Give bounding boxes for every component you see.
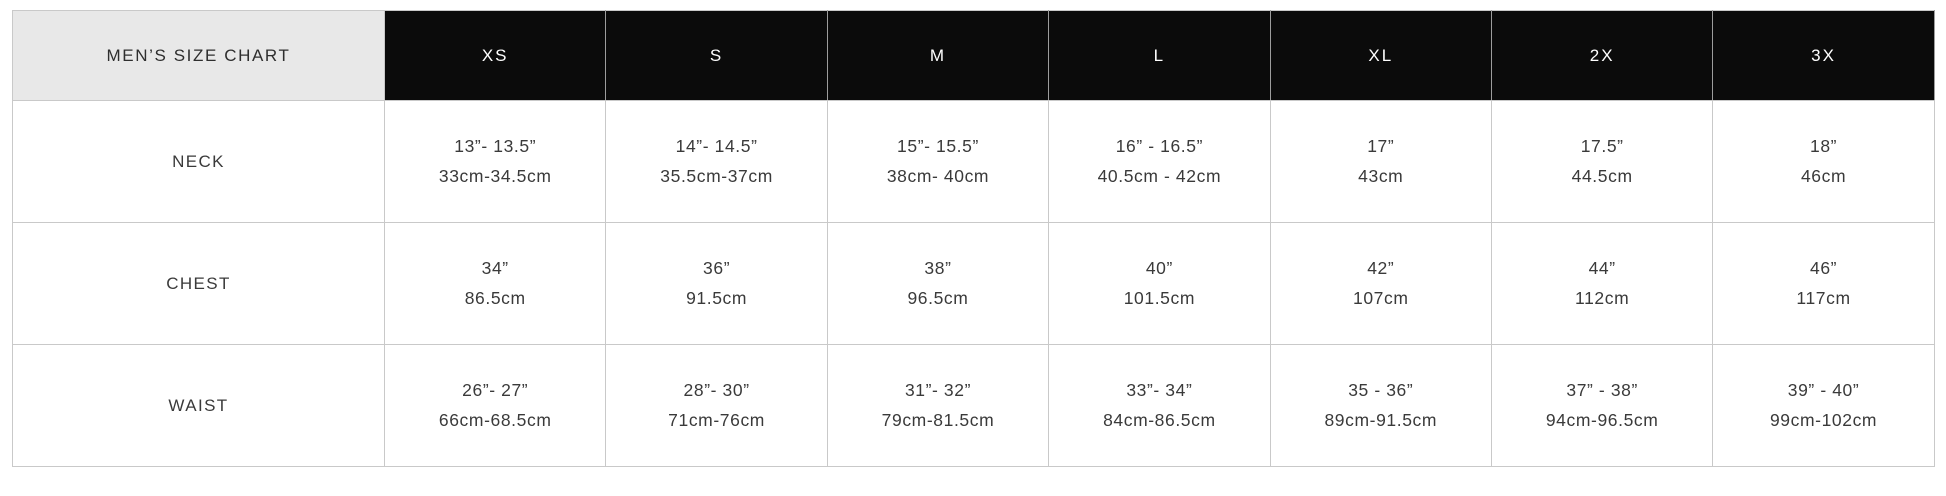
cell-neck-xl (1270, 101, 1491, 223)
inches-value: 34” (481, 258, 509, 278)
inches-value: 17” (1367, 136, 1395, 156)
header-row (13, 11, 1935, 101)
table-row-neck (13, 101, 1935, 223)
cm-value: 33cm-34.5cm (438, 166, 552, 186)
cell-chest-l (1049, 223, 1270, 345)
inches-value: 33”- 34” (1126, 380, 1193, 400)
cm-value: 91.5cm (686, 288, 748, 308)
inches-value: 15”- 15.5” (897, 136, 979, 156)
cm-value: 66cm-68.5cm (438, 410, 552, 430)
cell-chest-s (606, 223, 827, 345)
cell-chest-m (827, 223, 1048, 345)
cm-value: 79cm-81.5cm (881, 410, 995, 430)
cm-value: 112cm (1575, 288, 1630, 308)
cm-value: 107cm (1352, 288, 1409, 308)
cm-value: 117cm (1796, 288, 1851, 308)
cm-value: 94cm-96.5cm (1545, 410, 1659, 430)
inches-value: 46” (1809, 258, 1838, 278)
inches-value: 42” (1367, 258, 1395, 278)
inches-value: 18” (1809, 136, 1838, 156)
chart-title: MEN’S SIZE CHART (13, 11, 385, 101)
size-header-m: M (827, 11, 1048, 101)
inches-value: 31”- 32” (904, 380, 972, 400)
cell-neck-l (1049, 101, 1270, 223)
inches-value: 28”- 30” (683, 380, 750, 400)
cell-neck-m (827, 101, 1048, 223)
inches-value: 14”- 14.5” (675, 136, 758, 156)
size-header-2x: 2X (1491, 11, 1712, 101)
row-label-neck: NECK (13, 101, 385, 223)
inches-value: 13”- 13.5” (454, 136, 537, 156)
cm-value: 86.5cm (464, 288, 526, 308)
inches-value: 36” (703, 258, 731, 278)
cm-value: 43cm (1358, 166, 1404, 186)
cell-waist-s (606, 345, 827, 467)
cm-value: 40.5cm - 42cm (1097, 166, 1222, 186)
inches-value: 38” (924, 258, 952, 278)
inches-value: 37” - 38” (1566, 380, 1638, 400)
cm-value: 99cm-102cm (1769, 410, 1878, 430)
cell-waist-2x (1491, 345, 1712, 467)
cm-value: 89cm-91.5cm (1324, 410, 1438, 430)
table-row-chest (13, 223, 1935, 345)
cell-neck-3x (1713, 101, 1934, 223)
cell-waist-l (1049, 345, 1270, 467)
cm-value: 44.5cm (1571, 166, 1633, 186)
size-header-3x: 3X (1713, 11, 1934, 101)
cell-neck-xs (385, 101, 606, 223)
inches-value: 35 - 36” (1348, 380, 1414, 400)
inches-value: 39” - 40” (1787, 380, 1860, 400)
inches-value: 17.5” (1580, 136, 1624, 156)
cell-neck-s (606, 101, 827, 223)
cm-value: 71cm-76cm (668, 410, 765, 430)
inches-value: 16” - 16.5” (1115, 136, 1204, 156)
cm-value: 35.5cm-37cm (660, 166, 773, 186)
size-header-l: L (1049, 11, 1270, 101)
cell-chest-2x (1491, 223, 1712, 345)
cm-value: 84cm-86.5cm (1103, 410, 1216, 430)
cell-chest-xs (385, 223, 606, 345)
size-header-xl: XL (1270, 11, 1491, 101)
cm-value: 101.5cm (1123, 288, 1196, 308)
inches-value: 26”- 27” (462, 380, 529, 400)
cm-value: 46cm (1800, 166, 1847, 186)
cell-chest-xl (1270, 223, 1491, 345)
mens-size-chart-table (12, 10, 1935, 467)
size-header-xs: XS (385, 11, 606, 101)
cell-waist-m (827, 345, 1048, 467)
row-label-waist: WAIST (13, 345, 385, 467)
size-header-s: S (606, 11, 827, 101)
cell-chest-3x (1713, 223, 1934, 345)
cell-neck-2x (1491, 101, 1712, 223)
inches-value: 40” (1145, 258, 1173, 278)
table-row-waist (13, 345, 1935, 467)
size-chart-page (0, 10, 1946, 496)
cell-waist-xs (385, 345, 606, 467)
cell-waist-3x (1713, 345, 1934, 467)
cm-value: 38cm- 40cm (886, 166, 990, 186)
inches-value: 44” (1588, 258, 1616, 278)
cm-value: 96.5cm (907, 288, 969, 308)
cell-waist-xl (1270, 345, 1491, 467)
row-label-chest: CHEST (13, 223, 385, 345)
